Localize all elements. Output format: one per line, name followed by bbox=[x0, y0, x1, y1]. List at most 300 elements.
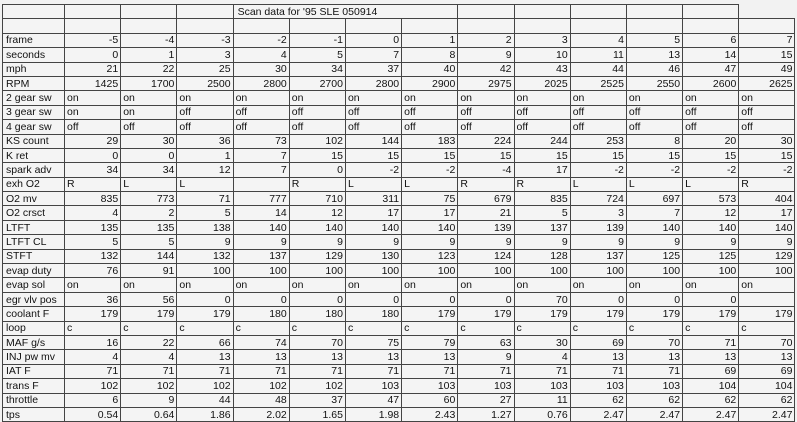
data-cell[interactable]: 125 bbox=[626, 249, 682, 263]
data-cell[interactable]: off bbox=[683, 105, 739, 119]
data-cell[interactable]: 1700 bbox=[121, 76, 177, 90]
data-cell[interactable]: 179 bbox=[514, 307, 570, 321]
data-cell[interactable]: on bbox=[739, 91, 795, 105]
data-cell[interactable]: 47 bbox=[683, 62, 739, 76]
data-cell[interactable]: c bbox=[514, 321, 570, 335]
row-label[interactable]: coolant F bbox=[3, 307, 65, 321]
data-cell[interactable]: 34 bbox=[121, 163, 177, 177]
data-cell[interactable]: on bbox=[289, 278, 345, 292]
data-cell[interactable]: 103 bbox=[458, 379, 514, 393]
data-cell[interactable]: c bbox=[289, 321, 345, 335]
data-cell[interactable]: c bbox=[739, 321, 795, 335]
data-cell[interactable]: 100 bbox=[458, 264, 514, 278]
data-cell[interactable]: 100 bbox=[233, 264, 289, 278]
data-cell[interactable]: on bbox=[121, 91, 177, 105]
data-cell[interactable]: 70 bbox=[626, 335, 682, 349]
data-cell[interactable]: c bbox=[626, 321, 682, 335]
data-cell[interactable]: off bbox=[626, 105, 682, 119]
data-cell[interactable]: 15 bbox=[345, 148, 401, 162]
data-cell[interactable]: -5 bbox=[65, 33, 121, 47]
data-cell[interactable]: 13 bbox=[626, 350, 682, 364]
cell[interactable] bbox=[626, 19, 682, 33]
cell[interactable] bbox=[65, 19, 121, 33]
data-cell[interactable]: 179 bbox=[626, 307, 682, 321]
data-cell[interactable]: L bbox=[402, 177, 458, 191]
data-cell[interactable]: 4 bbox=[233, 48, 289, 62]
data-cell[interactable]: on bbox=[570, 91, 626, 105]
data-cell[interactable]: 2800 bbox=[233, 76, 289, 90]
data-cell[interactable]: -4 bbox=[121, 33, 177, 47]
data-cell[interactable]: 311 bbox=[345, 192, 401, 206]
data-cell[interactable]: 34 bbox=[65, 163, 121, 177]
data-cell[interactable]: c bbox=[65, 321, 121, 335]
data-cell[interactable]: R bbox=[514, 177, 570, 191]
data-cell[interactable]: L bbox=[626, 177, 682, 191]
data-cell[interactable]: 125 bbox=[683, 249, 739, 263]
data-cell[interactable]: 9 bbox=[121, 393, 177, 407]
data-cell[interactable]: 139 bbox=[570, 220, 626, 234]
data-cell[interactable]: 15 bbox=[626, 148, 682, 162]
data-cell[interactable]: 244 bbox=[514, 134, 570, 148]
data-cell[interactable]: 36 bbox=[177, 134, 233, 148]
data-cell[interactable]: 30 bbox=[739, 134, 795, 148]
data-cell[interactable]: 4 bbox=[514, 350, 570, 364]
data-cell[interactable]: 7 bbox=[739, 33, 795, 47]
data-cell[interactable]: 1.86 bbox=[177, 407, 233, 421]
data-cell[interactable]: 102 bbox=[121, 379, 177, 393]
data-cell[interactable]: 179 bbox=[458, 307, 514, 321]
data-cell[interactable]: 144 bbox=[121, 249, 177, 263]
data-cell[interactable]: -3 bbox=[177, 33, 233, 47]
data-cell[interactable]: 12 bbox=[177, 163, 233, 177]
data-cell[interactable]: 2600 bbox=[683, 76, 739, 90]
data-cell[interactable]: c bbox=[345, 321, 401, 335]
data-cell[interactable]: 224 bbox=[458, 134, 514, 148]
cell[interactable] bbox=[626, 5, 682, 19]
data-cell[interactable]: 2.47 bbox=[739, 407, 795, 421]
data-cell[interactable]: on bbox=[402, 91, 458, 105]
data-cell[interactable]: on bbox=[233, 91, 289, 105]
data-cell[interactable]: 1 bbox=[402, 33, 458, 47]
data-cell[interactable]: 15 bbox=[458, 148, 514, 162]
data-cell[interactable]: 9 bbox=[458, 48, 514, 62]
data-cell[interactable]: 71 bbox=[402, 364, 458, 378]
data-cell[interactable]: 43 bbox=[514, 62, 570, 76]
data-cell[interactable]: off bbox=[514, 120, 570, 134]
data-cell[interactable]: 103 bbox=[626, 379, 682, 393]
data-cell[interactable] bbox=[739, 292, 795, 306]
data-cell[interactable]: 75 bbox=[402, 192, 458, 206]
data-cell[interactable]: 60 bbox=[402, 393, 458, 407]
data-cell[interactable]: on bbox=[683, 91, 739, 105]
data-cell[interactable]: 91 bbox=[121, 264, 177, 278]
data-cell[interactable]: 102 bbox=[289, 379, 345, 393]
data-cell[interactable]: 3 bbox=[177, 48, 233, 62]
data-cell[interactable]: 102 bbox=[233, 379, 289, 393]
data-cell[interactable]: 179 bbox=[570, 307, 626, 321]
data-cell[interactable]: 1425 bbox=[65, 76, 121, 90]
data-cell[interactable]: 5 bbox=[626, 33, 682, 47]
cell[interactable] bbox=[570, 19, 626, 33]
data-cell[interactable]: 103 bbox=[402, 379, 458, 393]
data-cell[interactable]: 9 bbox=[683, 235, 739, 249]
data-cell[interactable]: 102 bbox=[289, 134, 345, 148]
data-cell[interactable]: 135 bbox=[121, 220, 177, 234]
data-cell[interactable]: c bbox=[402, 321, 458, 335]
data-cell[interactable]: 140 bbox=[739, 220, 795, 234]
data-cell[interactable]: off bbox=[458, 105, 514, 119]
data-cell[interactable]: 679 bbox=[458, 192, 514, 206]
data-cell[interactable]: 0 bbox=[121, 148, 177, 162]
data-cell[interactable]: 9 bbox=[626, 235, 682, 249]
data-cell[interactable]: 4 bbox=[121, 350, 177, 364]
data-cell[interactable]: 7 bbox=[233, 148, 289, 162]
data-cell[interactable]: 2500 bbox=[177, 76, 233, 90]
row-label[interactable]: evap duty bbox=[3, 264, 65, 278]
data-cell[interactable]: off bbox=[289, 120, 345, 134]
cell[interactable] bbox=[3, 5, 65, 19]
row-label[interactable]: KS count bbox=[3, 134, 65, 148]
data-cell[interactable]: 129 bbox=[289, 249, 345, 263]
sheet-title[interactable]: Scan data for '95 SLE 050914 bbox=[233, 5, 458, 19]
data-cell[interactable]: 69 bbox=[739, 364, 795, 378]
data-cell[interactable]: 2900 bbox=[402, 76, 458, 90]
data-cell[interactable]: 10 bbox=[514, 48, 570, 62]
data-cell[interactable]: 835 bbox=[514, 192, 570, 206]
data-cell[interactable]: 0 bbox=[345, 292, 401, 306]
data-cell[interactable]: -4 bbox=[458, 163, 514, 177]
data-cell[interactable]: 130 bbox=[345, 249, 401, 263]
data-cell[interactable]: on bbox=[626, 278, 682, 292]
data-cell[interactable]: off bbox=[739, 120, 795, 134]
data-cell[interactable]: 15 bbox=[570, 148, 626, 162]
data-cell[interactable]: 71 bbox=[345, 364, 401, 378]
data-cell[interactable]: 777 bbox=[233, 192, 289, 206]
data-cell[interactable]: 773 bbox=[121, 192, 177, 206]
data-cell[interactable]: 100 bbox=[626, 264, 682, 278]
row-label[interactable]: exh O2 bbox=[3, 177, 65, 191]
cell[interactable] bbox=[177, 5, 233, 19]
data-cell[interactable]: off bbox=[177, 120, 233, 134]
data-cell[interactable]: R bbox=[458, 177, 514, 191]
data-cell[interactable]: 132 bbox=[65, 249, 121, 263]
row-label[interactable]: 2 gear sw bbox=[3, 91, 65, 105]
data-cell[interactable]: 103 bbox=[570, 379, 626, 393]
data-cell[interactable]: R bbox=[289, 177, 345, 191]
data-cell[interactable]: off bbox=[121, 120, 177, 134]
data-cell[interactable]: 573 bbox=[683, 192, 739, 206]
data-cell[interactable]: on bbox=[65, 105, 121, 119]
data-cell[interactable]: 13 bbox=[626, 48, 682, 62]
cell[interactable] bbox=[65, 5, 121, 19]
data-cell[interactable]: 179 bbox=[739, 307, 795, 321]
data-cell[interactable]: 9 bbox=[289, 235, 345, 249]
data-cell[interactable]: 100 bbox=[683, 264, 739, 278]
row-label[interactable]: spark adv bbox=[3, 163, 65, 177]
data-cell[interactable]: 179 bbox=[121, 307, 177, 321]
data-cell[interactable]: 69 bbox=[570, 335, 626, 349]
data-cell[interactable]: 13 bbox=[570, 350, 626, 364]
data-cell[interactable]: 25 bbox=[177, 62, 233, 76]
cell[interactable] bbox=[458, 19, 514, 33]
row-label[interactable]: STFT bbox=[3, 249, 65, 263]
data-cell[interactable]: L bbox=[345, 177, 401, 191]
data-cell[interactable]: 71 bbox=[514, 364, 570, 378]
data-cell[interactable]: 15 bbox=[514, 148, 570, 162]
data-cell[interactable]: off bbox=[402, 120, 458, 134]
data-cell[interactable]: 132 bbox=[177, 249, 233, 263]
data-cell[interactable]: -1 bbox=[289, 33, 345, 47]
data-cell[interactable]: 11 bbox=[570, 48, 626, 62]
data-cell[interactable]: 0 bbox=[65, 48, 121, 62]
data-cell[interactable]: 137 bbox=[570, 249, 626, 263]
data-cell[interactable]: 0.54 bbox=[65, 407, 121, 421]
data-cell[interactable]: 104 bbox=[683, 379, 739, 393]
data-cell[interactable]: 71 bbox=[65, 364, 121, 378]
data-cell[interactable]: 180 bbox=[345, 307, 401, 321]
data-cell[interactable]: 42 bbox=[458, 62, 514, 76]
data-cell[interactable]: 100 bbox=[514, 264, 570, 278]
data-cell[interactable]: 140 bbox=[626, 220, 682, 234]
row-label[interactable]: mph bbox=[3, 62, 65, 76]
data-cell[interactable]: 138 bbox=[177, 220, 233, 234]
data-cell[interactable]: 71 bbox=[458, 364, 514, 378]
data-cell[interactable]: L bbox=[177, 177, 233, 191]
row-label[interactable]: 3 gear sw bbox=[3, 105, 65, 119]
data-cell[interactable]: L bbox=[570, 177, 626, 191]
cell[interactable] bbox=[739, 19, 795, 33]
data-cell[interactable]: 835 bbox=[65, 192, 121, 206]
data-cell[interactable]: off bbox=[233, 120, 289, 134]
data-cell[interactable]: 179 bbox=[177, 307, 233, 321]
data-cell[interactable]: 37 bbox=[289, 393, 345, 407]
data-cell[interactable]: R bbox=[65, 177, 121, 191]
data-cell[interactable]: 140 bbox=[233, 220, 289, 234]
data-cell[interactable]: -2 bbox=[626, 163, 682, 177]
row-label[interactable]: trans F bbox=[3, 379, 65, 393]
data-cell[interactable]: 0 bbox=[402, 292, 458, 306]
row-label[interactable]: K ret bbox=[3, 148, 65, 162]
data-cell[interactable]: 13 bbox=[683, 350, 739, 364]
data-cell[interactable]: 7 bbox=[233, 163, 289, 177]
data-cell[interactable]: on bbox=[177, 278, 233, 292]
data-cell[interactable]: on bbox=[345, 278, 401, 292]
data-cell[interactable]: off bbox=[570, 120, 626, 134]
data-cell[interactable]: 129 bbox=[739, 249, 795, 263]
data-cell[interactable]: 2.47 bbox=[570, 407, 626, 421]
data-cell[interactable]: 404 bbox=[739, 192, 795, 206]
row-label[interactable]: seconds bbox=[3, 48, 65, 62]
data-cell[interactable]: -2 bbox=[739, 163, 795, 177]
row-label[interactable]: egr vlv pos bbox=[3, 292, 65, 306]
data-cell[interactable]: 3 bbox=[514, 33, 570, 47]
data-cell[interactable]: on bbox=[233, 278, 289, 292]
data-cell[interactable]: 17 bbox=[739, 206, 795, 220]
data-cell[interactable]: 2.43 bbox=[402, 407, 458, 421]
data-cell[interactable]: 0 bbox=[683, 292, 739, 306]
data-cell[interactable]: 140 bbox=[402, 220, 458, 234]
data-cell[interactable]: 128 bbox=[514, 249, 570, 263]
data-cell[interactable]: 4 bbox=[65, 206, 121, 220]
data-cell[interactable]: 27 bbox=[458, 393, 514, 407]
data-cell[interactable]: 137 bbox=[514, 220, 570, 234]
data-cell[interactable]: 62 bbox=[570, 393, 626, 407]
data-cell[interactable]: -2 bbox=[233, 33, 289, 47]
data-cell[interactable]: 79 bbox=[402, 335, 458, 349]
cell[interactable] bbox=[233, 19, 289, 33]
data-cell[interactable]: 6 bbox=[65, 393, 121, 407]
data-cell[interactable]: on bbox=[65, 278, 121, 292]
data-cell[interactable]: 100 bbox=[739, 264, 795, 278]
data-cell[interactable]: 44 bbox=[570, 62, 626, 76]
data-cell[interactable]: 30 bbox=[121, 134, 177, 148]
data-cell[interactable]: 2.47 bbox=[626, 407, 682, 421]
data-cell[interactable]: 144 bbox=[345, 134, 401, 148]
row-label[interactable]: LTFT bbox=[3, 220, 65, 234]
data-cell[interactable]: on bbox=[65, 91, 121, 105]
data-cell[interactable]: 70 bbox=[289, 335, 345, 349]
data-cell[interactable]: 1 bbox=[121, 48, 177, 62]
data-cell[interactable]: 73 bbox=[233, 134, 289, 148]
data-cell[interactable]: -2 bbox=[570, 163, 626, 177]
data-cell[interactable]: 11 bbox=[514, 393, 570, 407]
data-cell[interactable]: 34 bbox=[289, 62, 345, 76]
data-cell[interactable]: 2625 bbox=[739, 76, 795, 90]
row-label[interactable]: RPM bbox=[3, 76, 65, 90]
data-cell[interactable]: 13 bbox=[402, 350, 458, 364]
data-cell[interactable]: on bbox=[626, 91, 682, 105]
data-cell[interactable]: 62 bbox=[683, 393, 739, 407]
row-label[interactable]: MAF g/s bbox=[3, 335, 65, 349]
data-cell[interactable]: 70 bbox=[739, 335, 795, 349]
data-cell[interactable]: 0 bbox=[289, 292, 345, 306]
data-cell[interactable]: 6 bbox=[683, 33, 739, 47]
data-cell[interactable]: 30 bbox=[233, 62, 289, 76]
data-cell[interactable]: off bbox=[683, 120, 739, 134]
data-cell[interactable]: 5 bbox=[65, 235, 121, 249]
data-cell[interactable]: 49 bbox=[739, 62, 795, 76]
row-label[interactable]: frame bbox=[3, 33, 65, 47]
data-cell[interactable]: 2800 bbox=[345, 76, 401, 90]
data-cell[interactable]: 7 bbox=[345, 48, 401, 62]
row-label[interactable]: tps bbox=[3, 407, 65, 421]
data-cell[interactable]: 100 bbox=[289, 264, 345, 278]
data-cell[interactable]: 9 bbox=[739, 235, 795, 249]
data-cell[interactable]: L bbox=[683, 177, 739, 191]
data-cell[interactable]: on bbox=[289, 91, 345, 105]
data-cell[interactable]: 7 bbox=[626, 206, 682, 220]
data-cell[interactable]: 5 bbox=[121, 235, 177, 249]
data-cell[interactable]: 14 bbox=[233, 206, 289, 220]
data-cell[interactable]: 2550 bbox=[626, 76, 682, 90]
data-cell[interactable]: 13 bbox=[739, 350, 795, 364]
row-label[interactable]: O2 mv bbox=[3, 192, 65, 206]
data-cell[interactable]: 74 bbox=[233, 335, 289, 349]
data-cell[interactable]: 1 bbox=[177, 148, 233, 162]
data-cell[interactable]: -2 bbox=[402, 163, 458, 177]
data-cell[interactable]: 21 bbox=[458, 206, 514, 220]
data-cell[interactable]: c bbox=[458, 321, 514, 335]
data-cell[interactable]: 3 bbox=[570, 206, 626, 220]
data-cell[interactable]: 44 bbox=[177, 393, 233, 407]
data-cell[interactable]: 0 bbox=[570, 292, 626, 306]
data-cell[interactable]: off bbox=[233, 105, 289, 119]
data-cell[interactable]: on bbox=[121, 278, 177, 292]
data-cell[interactable]: 123 bbox=[402, 249, 458, 263]
data-cell[interactable]: 71 bbox=[177, 192, 233, 206]
data-cell[interactable]: 104 bbox=[739, 379, 795, 393]
data-cell[interactable]: 5 bbox=[289, 48, 345, 62]
data-cell[interactable]: 2.02 bbox=[233, 407, 289, 421]
data-cell[interactable]: 0 bbox=[65, 148, 121, 162]
data-cell[interactable]: 71 bbox=[177, 364, 233, 378]
data-cell[interactable]: 9 bbox=[570, 235, 626, 249]
data-cell[interactable] bbox=[233, 177, 289, 191]
data-cell[interactable]: 140 bbox=[345, 220, 401, 234]
data-cell[interactable]: 9 bbox=[458, 235, 514, 249]
data-cell[interactable]: 71 bbox=[570, 364, 626, 378]
data-cell[interactable]: 179 bbox=[402, 307, 458, 321]
data-cell[interactable]: 69 bbox=[683, 364, 739, 378]
data-cell[interactable]: on bbox=[514, 278, 570, 292]
data-cell[interactable]: 63 bbox=[458, 335, 514, 349]
data-cell[interactable]: 17 bbox=[345, 206, 401, 220]
data-cell[interactable]: off bbox=[458, 120, 514, 134]
data-cell[interactable]: 0.64 bbox=[121, 407, 177, 421]
data-cell[interactable]: off bbox=[177, 105, 233, 119]
data-cell[interactable]: 102 bbox=[177, 379, 233, 393]
row-label[interactable]: 4 gear sw bbox=[3, 120, 65, 134]
data-cell[interactable]: on bbox=[458, 91, 514, 105]
data-cell[interactable]: on bbox=[345, 91, 401, 105]
data-cell[interactable]: 0 bbox=[233, 292, 289, 306]
cell[interactable] bbox=[683, 5, 739, 19]
data-cell[interactable]: 9 bbox=[233, 235, 289, 249]
data-cell[interactable]: 75 bbox=[345, 335, 401, 349]
data-cell[interactable]: 4 bbox=[570, 33, 626, 47]
data-cell[interactable]: 253 bbox=[570, 134, 626, 148]
data-cell[interactable]: 46 bbox=[626, 62, 682, 76]
data-cell[interactable]: 1.98 bbox=[345, 407, 401, 421]
data-cell[interactable]: 2525 bbox=[570, 76, 626, 90]
data-cell[interactable]: 697 bbox=[626, 192, 682, 206]
data-cell[interactable]: 62 bbox=[739, 393, 795, 407]
data-cell[interactable]: 179 bbox=[65, 307, 121, 321]
data-cell[interactable]: 0 bbox=[177, 292, 233, 306]
data-cell[interactable]: c bbox=[570, 321, 626, 335]
data-cell[interactable]: L bbox=[121, 177, 177, 191]
data-cell[interactable]: 0 bbox=[458, 292, 514, 306]
data-cell[interactable]: on bbox=[570, 278, 626, 292]
data-cell[interactable]: 9 bbox=[514, 235, 570, 249]
data-cell[interactable]: on bbox=[514, 91, 570, 105]
data-cell[interactable]: 22 bbox=[121, 62, 177, 76]
data-cell[interactable]: 30 bbox=[514, 335, 570, 349]
data-cell[interactable]: c bbox=[121, 321, 177, 335]
data-cell[interactable]: off bbox=[345, 105, 401, 119]
row-label[interactable]: INJ pw mv bbox=[3, 350, 65, 364]
data-cell[interactable]: 56 bbox=[121, 292, 177, 306]
data-cell[interactable]: 71 bbox=[626, 364, 682, 378]
data-cell[interactable]: off bbox=[402, 105, 458, 119]
data-cell[interactable]: 0 bbox=[626, 292, 682, 306]
data-cell[interactable]: 9 bbox=[458, 350, 514, 364]
data-cell[interactable]: off bbox=[626, 120, 682, 134]
data-cell[interactable]: 15 bbox=[739, 148, 795, 162]
data-cell[interactable]: 0 bbox=[345, 33, 401, 47]
data-cell[interactable]: 124 bbox=[458, 249, 514, 263]
cell[interactable] bbox=[570, 5, 626, 19]
